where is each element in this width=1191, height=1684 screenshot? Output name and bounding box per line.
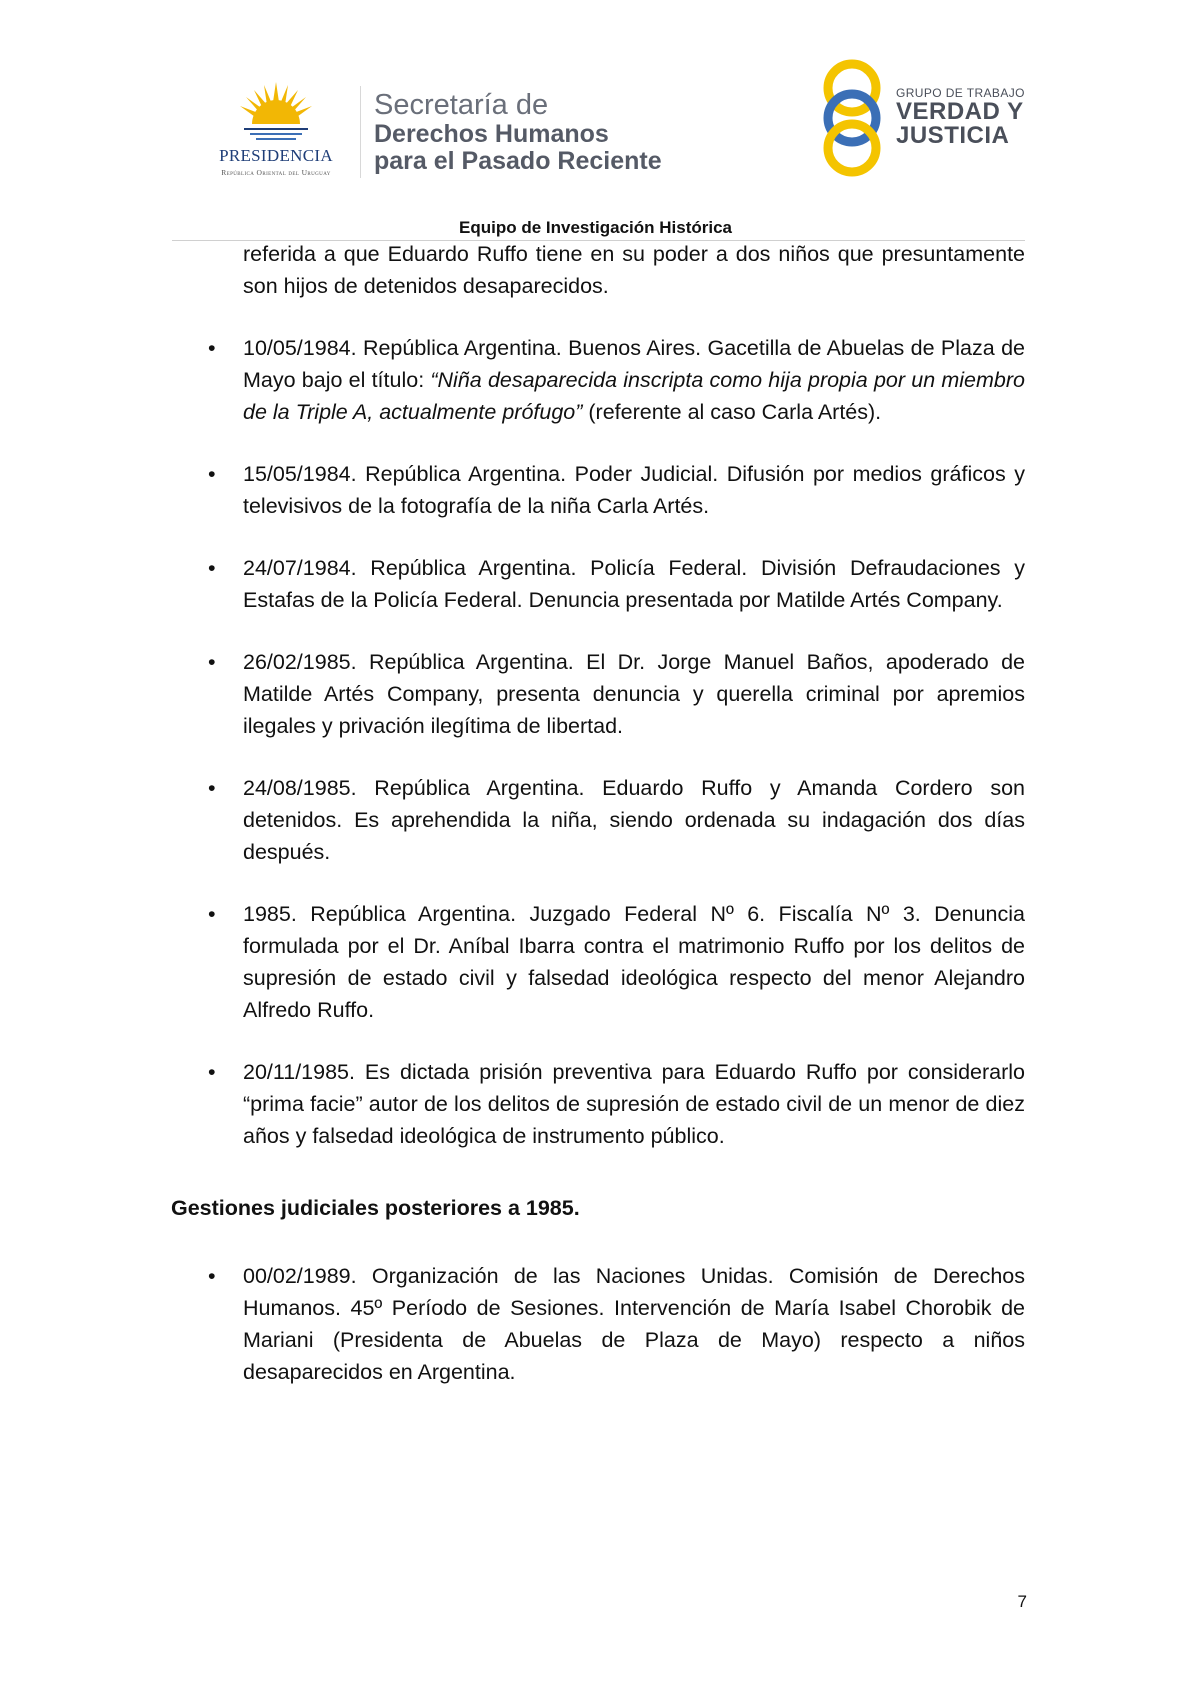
list-item [208, 552, 1025, 616]
bullet: • [208, 1264, 216, 1288]
list-item-text: 1985. República Argentina. Juzgado Federal Nº 6. Fiscalía Nº 3. Denuncia formulada por el Dr. Aníbal Ibarra contra el matrimonio Ruffo por los delitos de supresión de estado civil y falsedad ideológica respecto del menor Alejandro Alfredo Ruffo. [243, 902, 1025, 1022]
secretaria-line-3: para el Pasado Reciente [374, 147, 662, 175]
list-item-text: 24/07/1984. República Argentina. Policía Federal. División Defraudaciones y Estafas de la Policía Federal. Denuncia presentada por Matilde Artés Company. [243, 556, 1025, 612]
presidencia-logo [196, 80, 356, 180]
list-item-text: 00/02/1989. Organización de las Naciones Unidas. Comisión de Derechos Humanos. 45º Período de Sesiones. Intervención de María Isabel Chorobik de Mariani (Presidenta de Abuelas de Plaza de Mayo) respecto a niños desaparecidos en Argentina. [243, 1264, 1025, 1384]
bullet: • [208, 902, 216, 926]
list-item-text: 10/05/1984. República Argentina. Buenos Aires. Gacetilla de Abuelas de Plaza de Mayo bajo el título: “Niña desaparecida inscripta como hija propia por un miembro de la Triple A, actualmente prófugo” (referente al caso Carla Artés). [243, 336, 1025, 424]
list-item [208, 772, 1025, 868]
italic-title: “Niña desaparecida inscripta como hija propia por un miembro de la Triple A, actualmente prófugo” [243, 368, 1025, 424]
secretaria-line-1: Secretaría de [374, 89, 549, 121]
list-item-text: 26/02/1985. República Argentina. El Dr. Jorge Manuel Baños, apoderado de Matilde Artés Company, presenta denuncia y querella criminal por apremios ilegales y privación ilegítima de libertad. [243, 650, 1025, 738]
presidencia-sun-icon [236, 80, 316, 144]
continuation-paragraph: referida a que Eduardo Ruffo tiene en su poder a dos niños que presuntamente son hijos de detenidos desaparecidos. [243, 242, 1025, 298]
list-item-text: 15/05/1984. República Argentina. Poder Judicial. Difusión por medios gráficos y televisivos de la fotografía de la niña Carla Artés. [243, 462, 1025, 518]
bullet: • [208, 650, 216, 674]
list-item [208, 458, 1025, 522]
rings-icon [822, 56, 892, 180]
page-number: 7 [1017, 1592, 1027, 1611]
secretaria-line-2: Derechos Humanos [374, 120, 609, 148]
secretaria-title [374, 90, 662, 175]
list-item [208, 332, 1025, 428]
list-item-text: 20/11/1985. Es dictada prisión preventiva para Eduardo Ruffo por considerarlo “prima facie” autor de los delitos de supresión de estado civil de un menor de diez años y falsedad ideológica de instrumento público. [243, 1060, 1025, 1148]
header-divider [360, 86, 361, 178]
grupo-trabajo-text [896, 86, 1025, 148]
list-item [208, 646, 1025, 742]
list-item-text: 24/08/1985. República Argentina. Eduardo Ruffo y Amanda Cordero son detenidos. Es aprehendida la niña, siendo ordenada su indagación dos días después. [243, 776, 1025, 864]
presidencia-name: PRESIDENCIA [219, 146, 333, 165]
grupo-line-1: GRUPO DE TRABAJO [896, 86, 1025, 100]
bullet: • [208, 776, 216, 800]
section-heading: Gestiones judiciales posteriores a 1985. [171, 1196, 580, 1220]
bullet: • [208, 462, 216, 486]
bullet: • [208, 336, 216, 360]
grupo-trabajo-logo [822, 56, 1032, 180]
page-body [171, 238, 1025, 1418]
list-item [208, 1260, 1025, 1388]
bullet: • [208, 556, 216, 580]
team-title: Equipo de Investigación Histórica [459, 218, 732, 237]
bullet: • [208, 1060, 216, 1084]
page-header [0, 0, 1191, 245]
list-item [208, 898, 1025, 1026]
presidencia-subtitle: República Oriental del Uruguay [221, 168, 331, 177]
grupo-line-2: VERDAD Y [896, 98, 1024, 125]
grupo-line-3: JUSTICIA [896, 122, 1010, 149]
list-item [208, 1056, 1025, 1152]
